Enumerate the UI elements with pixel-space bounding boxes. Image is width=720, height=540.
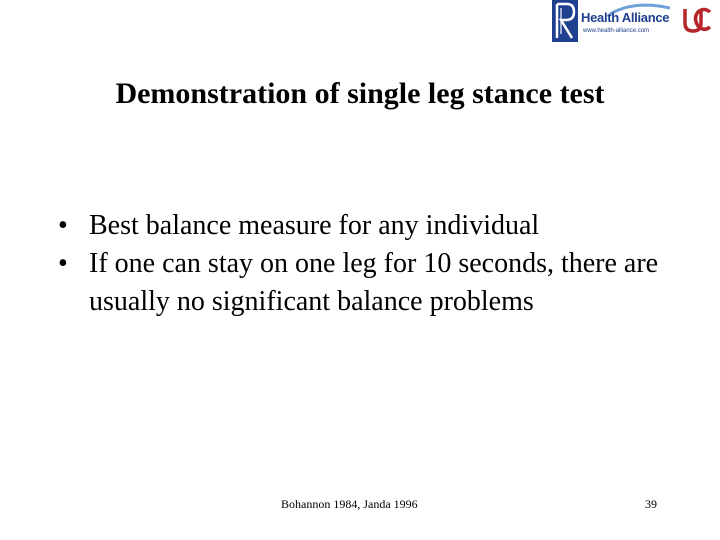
health-alliance-url: www.health-alliance.com: [583, 28, 650, 34]
health-alliance-logo-text: Health Alliance: [581, 10, 670, 25]
uc-logo-icon: [682, 6, 712, 34]
bullet-item: [58, 245, 678, 321]
bullet-item: [58, 207, 678, 245]
health-alliance-logo: [552, 0, 670, 42]
page-number: 39: [645, 497, 657, 511]
bullet-text: If one can stay on one leg for 10 seconds, there are usually no significant balance problems: [89, 248, 659, 317]
bullet-marker: •: [58, 248, 68, 279]
citation-footer: Bohannon 1984, Janda 1996: [281, 497, 418, 511]
uc-logo: [682, 6, 712, 34]
slide-title: Demonstration of single leg stance test: [115, 77, 605, 110]
r-logo-mark-icon: [552, 0, 578, 42]
bullet-marker: •: [58, 210, 68, 241]
bullet-text: Best balance measure for any individual: [89, 210, 540, 241]
bullet-list: [58, 207, 678, 321]
